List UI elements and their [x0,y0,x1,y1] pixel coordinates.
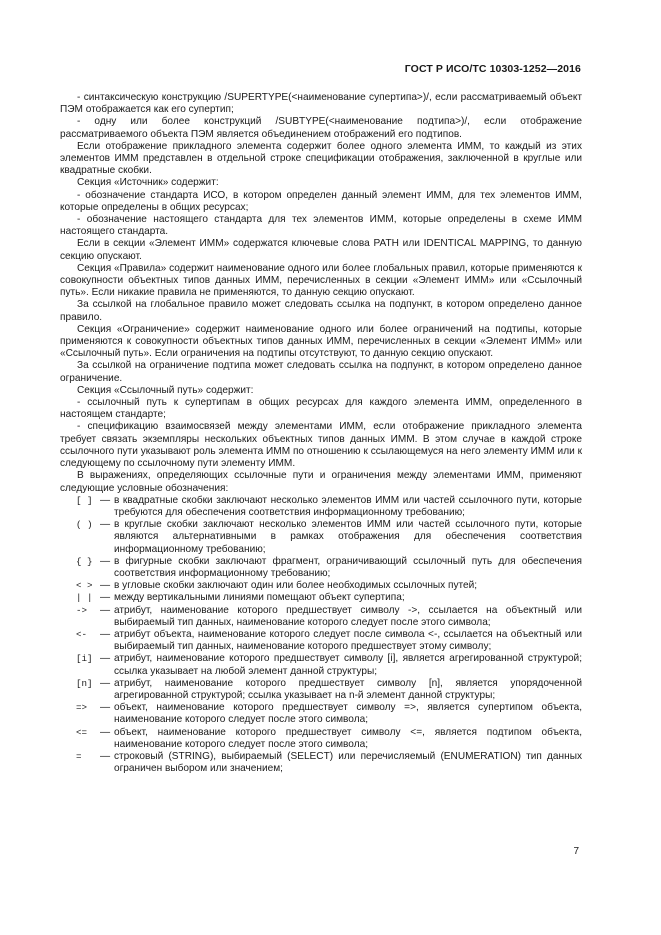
notation-text: в фигурные скобки заключают фрагмент, ограничивающий ссылочный путь для обеспечения соответствия информационному требованию; [114,555,582,579]
paragraph: - обозначение настоящего стандарта для тех элементов ИММ, которые определены в схеме ИММ настоящего стандарта. [60,214,582,238]
paragraph: Секция «Правила» содержит наименование одного или более глобальных правил, которые применяются к совокупности объектных типов данных ИММ, перечисленных в секции «Элемент ИММ» или «Ссылочный путь». Если никакие правила не применяются, то данную секцию опускают. [60,262,582,299]
notation-text: строковый (STRING), выбираемый (SELECT) или перечисляемый (ENUMERATION) тип данных ограничен выбором или значением; [114,750,582,775]
notation-symbol: < > [76,580,93,592]
notation-item [60,751,582,775]
notation-symbol: ( ) [76,519,93,531]
notation-item [60,592,582,604]
notation-item [60,495,582,519]
notation-symbol: -> [76,604,88,616]
notation-dash: — [99,519,111,531]
notation-text: атрибут объекта, наименование которого следует после символа <-, ссылается на объектный или выбираемый тип данных, наименование которого предшествует этому символу; [114,628,582,653]
notation-symbol: [i] [76,653,93,665]
paragraph: Если в секции «Элемент ИММ» содержатся ключевые слова PATH или IDENTICAL MAPPING, то данную секцию опускают. [60,238,582,262]
notation-dash: — [99,555,111,567]
paragraph: За ссылкой на ограничение подтипа может следовать ссылка на подпункт, в котором определено данное ограничение. [60,360,582,384]
paragraph: - обозначение стандарта ИСО, в котором определен данный элемент ИММ, для тех элементов ИММ, которые определены в общих ресурсах; [60,189,582,213]
notation-symbol: [ ] [76,494,93,506]
paragraph: За ссылкой на глобальное правило может следовать ссылка на подпункт, в котором определено данное правило. [60,299,582,323]
notation-dash: — [99,750,111,762]
notation-text: атрибут, наименование которого предшествует символу ->, ссылается на объектный или выбираемый тип данных, наименование которого следует после этого символа; [114,604,582,628]
notation-dash: — [99,726,111,738]
notation-symbol: <= [76,726,88,738]
notation-item [60,678,582,702]
notation-item [60,727,582,751]
notation-text: в угловые скобки заключают один или более необходимых ссылочных путей; [114,580,478,592]
notation-symbol: [n] [76,677,93,689]
page-number: 7 [573,846,579,857]
notation-text: между вертикальными линиями помещают объект супертипа; [114,592,405,604]
notation-list [60,495,582,776]
paragraph: В выражениях, определяющих ссылочные пути и ограничения между элементами ИММ, применяют следующие условные обозначения: [60,470,582,494]
notation-symbol: = [76,750,82,762]
notation-symbol: <- [76,628,88,640]
notation-dash: — [99,580,111,592]
notation-item [60,653,582,677]
notation-text: атрибут, наименование которого предшествует символу [i], является агрегированной структурой; ссылка указывает на любой элемент данной структуры; [114,653,582,677]
notation-text: в квадратные скобки заключают несколько элементов ИММ или частей ссылочного пути, которые требуются для обеспечения соответствия информационному требованию; [114,494,582,518]
paragraph: Секция «Ограничение» содержит наименование одного или более ограничений на подтипы, которые применяются к совокупности объектных типов данных ИММ, перечисленных в секции «Элемент ИММ» или «Ссылочный путь». Если ограничения на подтипы отсутствуют, то данную секцию опускают. [60,323,582,360]
notation-symbol: { } [76,555,93,567]
notation-dash: — [99,592,111,604]
notation-dash: — [99,604,111,616]
notation-text: объект, наименование которого предшествует символу =>, является супертипом объекта, наименование которого следует после этого символа; [114,702,582,726]
notation-dash: — [99,702,111,714]
paragraph: - синтаксическую конструкцию /SUPERTYPE(<наименование супертипа>)/, если рассматриваемый объект ПЭМ отображается как его супертип; [60,92,582,116]
notation-text: объект, наименование которого предшествует символу <=, является подтипом объекта, наименование которого следует после этого символа; [114,726,582,750]
notation-dash: — [99,628,111,640]
notation-item [60,519,582,556]
notation-dash: — [99,653,111,665]
notation-item [60,702,582,726]
document-body [60,92,582,775]
paragraph: Секция «Источник» содержит: [77,177,219,189]
paragraph: - спецификацию взаимосвязей между элементами ИММ, если отображение прикладного элемента требует связать экземпляры нескольких объектных типов данных ИММ. В этом случае в каждой строке ссылочного пути указывают роль элемента ИММ по отношению к ссылающемуся на него элементу ИММ или к следующему по ссылочному пути элементу ИММ. [60,421,582,470]
notation-symbol: | | [76,592,93,604]
paragraph: Секция «Ссылочный путь» содержит: [77,384,254,396]
notation-item [60,629,582,653]
notation-item [60,605,582,629]
paragraph: Если отображение прикладного элемента содержит более одного элемента ИММ, то каждый из этих элементов ИММ представлен в отдельной строке спецификации отображения, заключенной в круглые или квадратные скобки. [60,140,582,177]
notation-dash: — [99,494,111,506]
notation-text: в круглые скобки заключают несколько элементов ИММ или частей ссылочного пути, которые являются альтернативными в рамках отображения для обеспечения соответствия информационному требованию; [114,519,582,555]
standard-header: ГОСТ Р ИСО/ТС 10303-1252—2016 [404,63,581,75]
notation-item [60,556,582,580]
paragraph: - одну или более конструкций /SUBTYPE(<наименование подтипа>)/, если отображение рассматриваемого объекта ПЭМ является объединением отображений его подтипов. [60,116,582,140]
notation-symbol: => [76,702,88,714]
notation-dash: — [99,677,111,689]
paragraph: - ссылочный путь к супертипам в общих ресурсах для каждого элемента ИММ, определенного в настоящем стандарте; [60,397,582,421]
notation-item [60,580,582,592]
notation-text: атрибут, наименование которого предшествует символу [n], является упорядоченной агрегированной структурой; ссылка указывает на n-й элемент данной структуры; [114,677,582,701]
